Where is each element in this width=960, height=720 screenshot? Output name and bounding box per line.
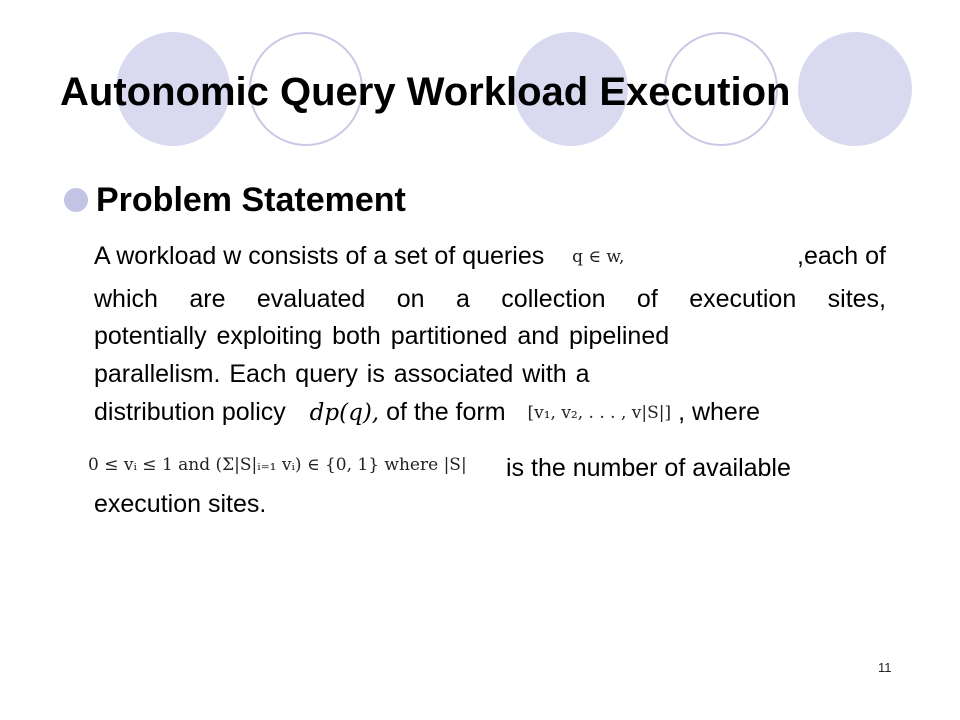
bullet-heading: Problem Statement <box>96 181 406 219</box>
body-text: A workload w consists of a set of queries <box>94 242 545 270</box>
slide-number: 11 <box>878 660 892 675</box>
slide-title: Autonomic Query Workload Execution <box>60 70 791 114</box>
body-line-2: which are evaluated on a collection of execution sites, <box>94 285 886 313</box>
body-line-1 <box>94 238 886 275</box>
math-vector: [v₁, v₂, . . . , v|S|] <box>527 403 672 424</box>
math-condition: 0 ≤ vᵢ ≤ 1 and (Σ|S|ᵢ₌₁ vᵢ) ∈ {0, 1} where |S| <box>88 455 467 476</box>
math-dp: dp(q), <box>309 400 380 426</box>
math-q-in-w: q ∈ w, <box>572 247 625 268</box>
body-text: , where <box>678 398 761 426</box>
body-line-5 <box>94 394 886 431</box>
body-text: of the form <box>386 398 506 426</box>
body-line-6 <box>88 446 886 483</box>
body-line-7: execution sites. <box>94 490 267 518</box>
body-text: is the number of available <box>506 454 791 482</box>
body-text: ,each of <box>797 242 886 270</box>
body-text: distribution policy <box>94 398 286 426</box>
body-line-4: parallelism. Each query is associated with a <box>94 360 590 388</box>
bullet-icon <box>64 188 88 212</box>
body-line-3: potentially exploiting both partitioned and pipelined <box>94 322 670 350</box>
